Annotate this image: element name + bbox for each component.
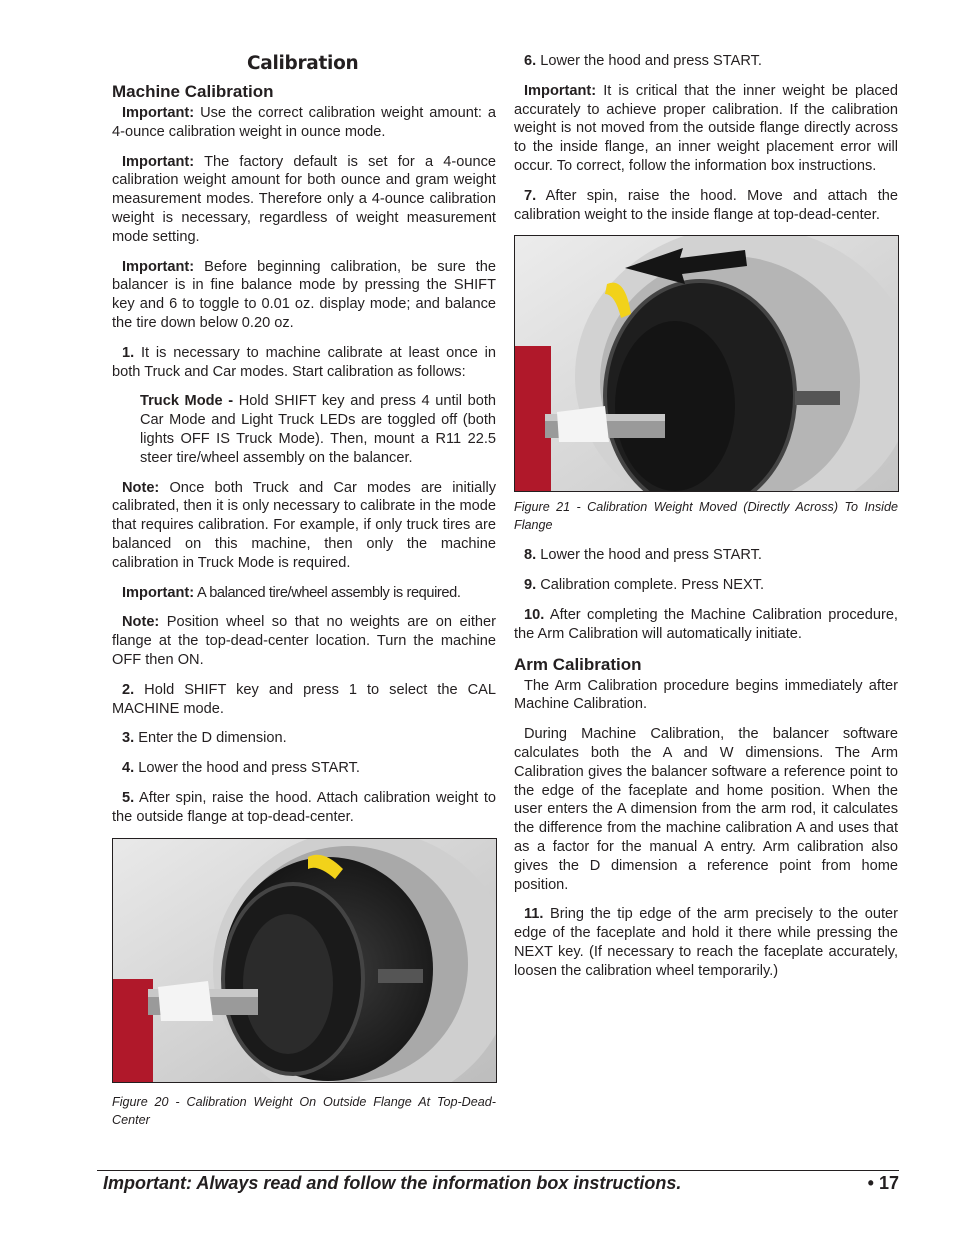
step-5: 5. After spin, raise the hood. Attach calibration weight to the outside flange at top-dead-center. (112, 789, 496, 825)
step-8: 8. Lower the hood and press START. (524, 547, 762, 564)
figure-21-caption: Figure 21 - Calibration Weight Moved (Directly Across) To Inside Flange (514, 500, 898, 533)
step-7: 7. After spin, raise the hood. Move and attach the calibration weight to the inside flange at top-dead-center. (514, 187, 898, 223)
footer-note: Important: Always read and follow the information box instructions. (103, 1173, 682, 1193)
paragraph-important-4: Important: A balanced tire/wheel assembly is required. (122, 584, 461, 601)
arm-paragraph-2: During Machine Calibration, the balancer software calculates both the A and W dimensions. The Arm Calibration gives the balancer software a reference point to the edge of the faceplate and home position. When the user enters the A dimension from the arm rod, it calculates the difference from the machine calibration A and uses that as a factor for the manual A entry. Arm calibration also gives the D dimension a reference point from home position. (514, 726, 898, 893)
paragraph-important-2: Important: The factory default is set for a 4-ounce calibration weight amount for both ounce and gram weight measurement modes. Therefore only a 4-ounce calibration weight is necessary, regardless of weight measurement mode setting. (112, 153, 496, 245)
section-title: Calibration (247, 53, 359, 74)
tire-outer-weight-illustration (113, 839, 496, 1082)
page-number: • 17 (867, 1173, 899, 1193)
paragraph-important-3: Important: Before beginning calibration, be sure the balancer is in fine balance mode by pressing the SHIFT key and 6 to toggle to 0.01 oz. display mode; and balance the tire down below 0.20 oz. (112, 258, 496, 331)
page-footer (103, 1172, 899, 1194)
step-4: 4. Lower the hood and press START. (122, 760, 360, 777)
footer-divider (97, 1170, 899, 1171)
figure-20-photo (112, 838, 497, 1083)
figure-20-caption: Figure 20 - Calibration Weight On Outside Flange At Top-Dead-Center (112, 1094, 496, 1127)
step-9: 9. Calibration complete. Press NEXT. (524, 577, 765, 594)
step-2: 2. Hold SHIFT key and press 1 to select the CAL MACHINE mode. (112, 681, 496, 717)
truck-mode-paragraph: Truck Mode - Hold SHIFT key and press 4 until both Car Mode and Light Truck LEDs are toggled off (both lights OFF IS Truck Mode). Then, mount a R11 22.5 steer tire/wheel assembly on the balancer. (140, 393, 496, 466)
paragraph-important-1: Important: Use the correct calibration weight amount: a 4-ounce calibration weight in ounce mode. (112, 105, 496, 140)
step-10: 10. After completing the Machine Calibration procedure, the Arm Calibration will automatically initiate. (514, 606, 898, 642)
step-11: 11. Bring the tip edge of the arm precisely to the outer edge of the faceplate and hold it there while pressing the NEXT key. (If necessary to reach the faceplate accurately, loosen the calibration wheel temporarily.) (514, 906, 898, 979)
figure-21-photo (514, 235, 899, 492)
step-1: 1. It is necessary to machine calibrate at least once in both Truck and Car modes. Start calibration as follows: (112, 344, 496, 380)
arm-paragraph-1: The Arm Calibration procedure begins immediately after Machine Calibration. (514, 677, 898, 713)
arm-calibration-heading: Arm Calibration (514, 654, 642, 674)
right-column (514, 52, 898, 992)
step-6: 6. Lower the hood and press START. (524, 53, 762, 69)
tire-inner-weight-illustration (515, 236, 898, 491)
left-column (112, 52, 496, 1129)
step-3: 3. Enter the D dimension. (122, 730, 287, 747)
paragraph-important-5: Important: It is critical that the inner weight be placed accurately to achieve proper calibration. If the calibration weight is not moved from the outside flange directly across to the inside flange, an inner weight placement error will occur. To correct, follow the information box instructions. (514, 82, 898, 174)
note-1: Note: Once both Truck and Car modes are initially calibrated, then it is only necessary to calibrate in the mode that requires calibration. For example, if only truck tires are balanced on this machine, then only the machine calibration in Truck Mode is required. (112, 479, 496, 571)
machine-calibration-heading: Machine Calibration (112, 82, 274, 101)
note-2: Note: Position wheel so that no weights are on either flange at the top-dead-center location. Turn the machine OFF then ON. (112, 614, 496, 668)
